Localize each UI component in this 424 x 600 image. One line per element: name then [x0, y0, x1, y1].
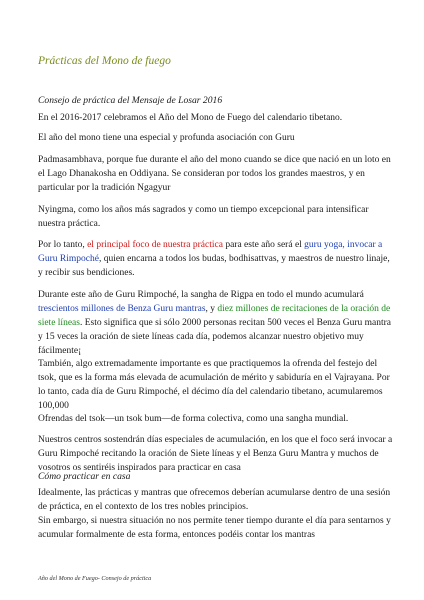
text-run: . Esto significa que si sólo 2000 personas recitan 500 veces el Benza Guru mantra y 15 veces la oración de siete líneas cada día, podemos alcanzar nuestro objetivo muy fácilmente¡ — [38, 318, 391, 356]
section-heading-losar: Consejo de práctica del Mensaje de Losar 2016 — [38, 95, 223, 106]
text-run: Por lo tanto, — [38, 240, 88, 250]
paragraph: Idealmente, las prácticas y mantras que ofrecemos deberían acumularse dentro de una sesión de práctica, en el contexto de los tres nobles principios. — [38, 488, 391, 512]
highlight-red: el principal foco de nuestra práctica — [87, 240, 223, 250]
highlight-blue: trescientos millones de Benza Guru mantras — [38, 304, 206, 314]
paragraph: También, algo extremadamente importante es que practiquemos la ofrenda del festejo del tsok, que es la forma más elevada de acumulación de mérito y sabiduría en el Vajrayana. Por lo tanto, cada día de Guru Rimpoché, el décimo día del calendario tibetano, acumularemos 100,000 — [38, 359, 390, 411]
text-run: , quien encarna a todos los budas, bodhisattvas, y maestros de nuestro linaje, y recibir sus bendiciones. — [38, 254, 390, 278]
paragraph: En el 2016-2017 celebramos el Año del Mono de Fuego del calendario tibetano. — [38, 113, 343, 123]
paragraph: Nuestros centros sostendrán días especiales de acumulación, en los que el foco será invocar a Guru Rimpoché recitando la oración de Siete líneas y el Benza Guru Mantra y muchos de vosotros os sentiréis inspirados para practicar en casa — [38, 435, 393, 473]
highlight-green: diez millones de recitaciones de la oración de siete líneas — [38, 304, 391, 328]
page-title: Prácticas del Mono de fuego — [38, 55, 171, 67]
text-run: Durante este año de Guru Rimpoché, la sangha de Rigpa en todo el mundo acumulará — [38, 290, 364, 300]
paragraph: Ofrendas del tsok—un tsok bum—de forma colectiva, como una sangha mundial. — [38, 414, 349, 424]
section-heading-home-practice: Cómo practicar en casa — [38, 471, 131, 482]
paragraph: Nyingma, como los años más sagrados y como un tiempo excepcional para intensificar nuestra práctica. — [38, 205, 369, 229]
text-run: para este año será el — [222, 240, 305, 250]
paragraph: El año del mono tiene una especial y profunda asociación con Guru — [38, 133, 295, 143]
paragraph-accumulation — [38, 288, 394, 358]
paragraph: Sin embargo, si nuestra situación no nos permite tener tiempo durante el día para sentarnos y acumular formalmente de esta forma, entonces podéis contar los mantras — [38, 516, 391, 540]
paragraph-focus — [38, 238, 394, 280]
paragraph: Padmasambhava, porque fue durante el año del mono cuando se dice que nació en un loto en el Lago Dhanakosha en Oddiyana. Se consideran por todos los grandes maestros, y en particular por la tradición Ngagyur — [38, 155, 391, 193]
highlight-blue: guru yoga, invocar a Guru Rimpoché — [38, 240, 383, 264]
text-run: , y — [205, 304, 218, 314]
page-footer: Año del Mono de Fuego- Consejo de práctica — [38, 575, 152, 582]
